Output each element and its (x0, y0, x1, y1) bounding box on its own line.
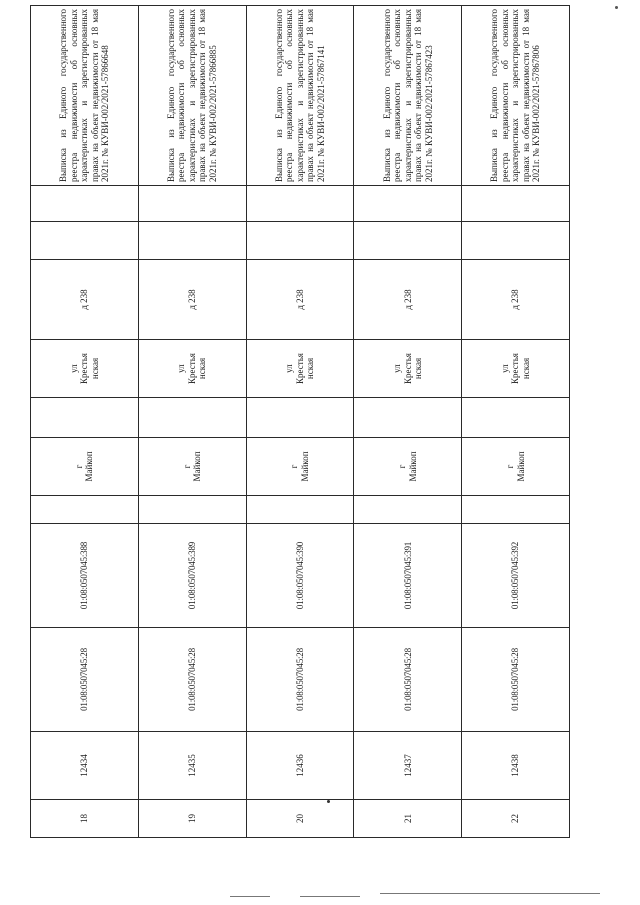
city-prefix: г (505, 464, 516, 469)
empty-cell (31, 186, 139, 222)
document-reference: Выписка из Единого государственного реестра недвижимости об основных характеристиках и зарегистрированных правах на объект недвижимости от 18 мая 2021г. № КУВИ-002/2021-57867423 (354, 6, 462, 186)
table-row (138, 6, 246, 838)
empty-cell (462, 398, 570, 438)
street-cell (462, 340, 570, 398)
city-prefix: г (181, 464, 192, 469)
street-name-line2: нская (413, 357, 424, 380)
table-row (462, 6, 570, 838)
row-number: 18 (31, 800, 139, 838)
record-id: 12434 (31, 732, 139, 800)
cadastral-number: 01:08:0507045:389 (138, 524, 246, 628)
registry-table (30, 5, 570, 838)
record-id: 12435 (138, 732, 246, 800)
empty-cell (354, 186, 462, 222)
street-name-line1: Крестья (186, 353, 197, 384)
parent-cadastral-number: 01:08:0507045:28 (354, 628, 462, 732)
street-name-line1: Крестья (402, 353, 413, 384)
scan-dot (327, 800, 330, 803)
city-prefix: г (289, 464, 300, 469)
street-name-line2: нская (520, 357, 531, 380)
scan-line (230, 896, 270, 897)
table-row (31, 6, 139, 838)
row-number: 22 (462, 800, 570, 838)
street-name-line2: нская (197, 357, 208, 380)
city-cell (31, 438, 139, 496)
empty-cell (138, 398, 246, 438)
city-cell (138, 438, 246, 496)
empty-cell (31, 496, 139, 524)
parent-cadastral-number: 01:08:0507045:28 (138, 628, 246, 732)
city-name: Майкоп (84, 451, 95, 482)
scan-dot (615, 6, 618, 9)
row-number: 19 (138, 800, 246, 838)
street-name-line1: Крестья (510, 353, 521, 384)
street-prefix: ул (284, 364, 295, 373)
house-number: д 238 (462, 260, 570, 340)
empty-cell (138, 222, 246, 260)
street-name-line2: нская (89, 357, 100, 380)
empty-cell (354, 398, 462, 438)
empty-cell (246, 222, 354, 260)
parent-cadastral-number: 01:08:0507045:28 (462, 628, 570, 732)
street-cell (354, 340, 462, 398)
scan-line (300, 896, 360, 897)
table-row (354, 6, 462, 838)
empty-cell (462, 186, 570, 222)
document-reference: Выписка из Единого государственного реестра недвижимости об основных характеристиках и зарегистрированных правах на объект недвижимости от 18 мая 2021г. № КУВИ-002/2021-57866885 (138, 6, 246, 186)
cadastral-number: 01:08:0507045:388 (31, 524, 139, 628)
street-cell (31, 340, 139, 398)
empty-cell (138, 186, 246, 222)
street-name-line1: Крестья (294, 353, 305, 384)
city-name: Майкоп (192, 451, 203, 482)
cadastral-number: 01:08:0507045:391 (354, 524, 462, 628)
house-number: д 238 (354, 260, 462, 340)
house-number: д 238 (138, 260, 246, 340)
parent-cadastral-number: 01:08:0507045:28 (31, 628, 139, 732)
record-id: 12436 (246, 732, 354, 800)
street-prefix: ул (176, 364, 187, 373)
street-prefix: ул (392, 364, 403, 373)
row-number: 20 (246, 800, 354, 838)
empty-cell (31, 222, 139, 260)
city-prefix: г (73, 464, 84, 469)
table-row (246, 6, 354, 838)
rotated-registry-sheet (30, 8, 570, 838)
empty-cell (31, 398, 139, 438)
empty-cell (354, 496, 462, 524)
street-cell (246, 340, 354, 398)
empty-cell (246, 186, 354, 222)
city-cell (354, 438, 462, 496)
scan-line (380, 893, 600, 894)
empty-cell (462, 222, 570, 260)
row-number: 21 (354, 800, 462, 838)
city-name: Майкоп (407, 451, 418, 482)
cadastral-number: 01:08:0507045:390 (246, 524, 354, 628)
house-number: д 238 (246, 260, 354, 340)
empty-cell (138, 496, 246, 524)
cadastral-number: 01:08:0507045:392 (462, 524, 570, 628)
city-cell (462, 438, 570, 496)
street-name-line2: нская (305, 357, 316, 380)
street-prefix: ул (68, 364, 79, 373)
empty-cell (246, 496, 354, 524)
document-reference: Выписка из Единого государственного реестра недвижимости об основных характеристиках и зарегистрированных правах на объект недвижимости от 18 мая 2021г. № КУВИ-002/2021-57867806 (462, 6, 570, 186)
city-name: Майкоп (515, 451, 526, 482)
document-reference: Выписка из Единого государственного реестра недвижимости об основных характеристиках и зарегистрированных правах на объект недвижимости от 18 мая 2021г. № КУВИ-002/2021-57867141 (246, 6, 354, 186)
empty-cell (246, 398, 354, 438)
empty-cell (462, 496, 570, 524)
house-number: д 238 (31, 260, 139, 340)
parent-cadastral-number: 01:08:0507045:28 (246, 628, 354, 732)
street-cell (138, 340, 246, 398)
empty-cell (354, 222, 462, 260)
record-id: 12437 (354, 732, 462, 800)
record-id: 12438 (462, 732, 570, 800)
city-cell (246, 438, 354, 496)
city-prefix: г (397, 464, 408, 469)
city-name: Майкоп (299, 451, 310, 482)
street-prefix: ул (499, 364, 510, 373)
street-name-line1: Крестья (79, 353, 90, 384)
document-reference: Выписка из Единого государственного реестра недвижимости об основных характеристиках и зарегистрированных правах на объект недвижимости от 18 мая 2021г. № КУВИ-002/2021-57866648 (31, 6, 139, 186)
